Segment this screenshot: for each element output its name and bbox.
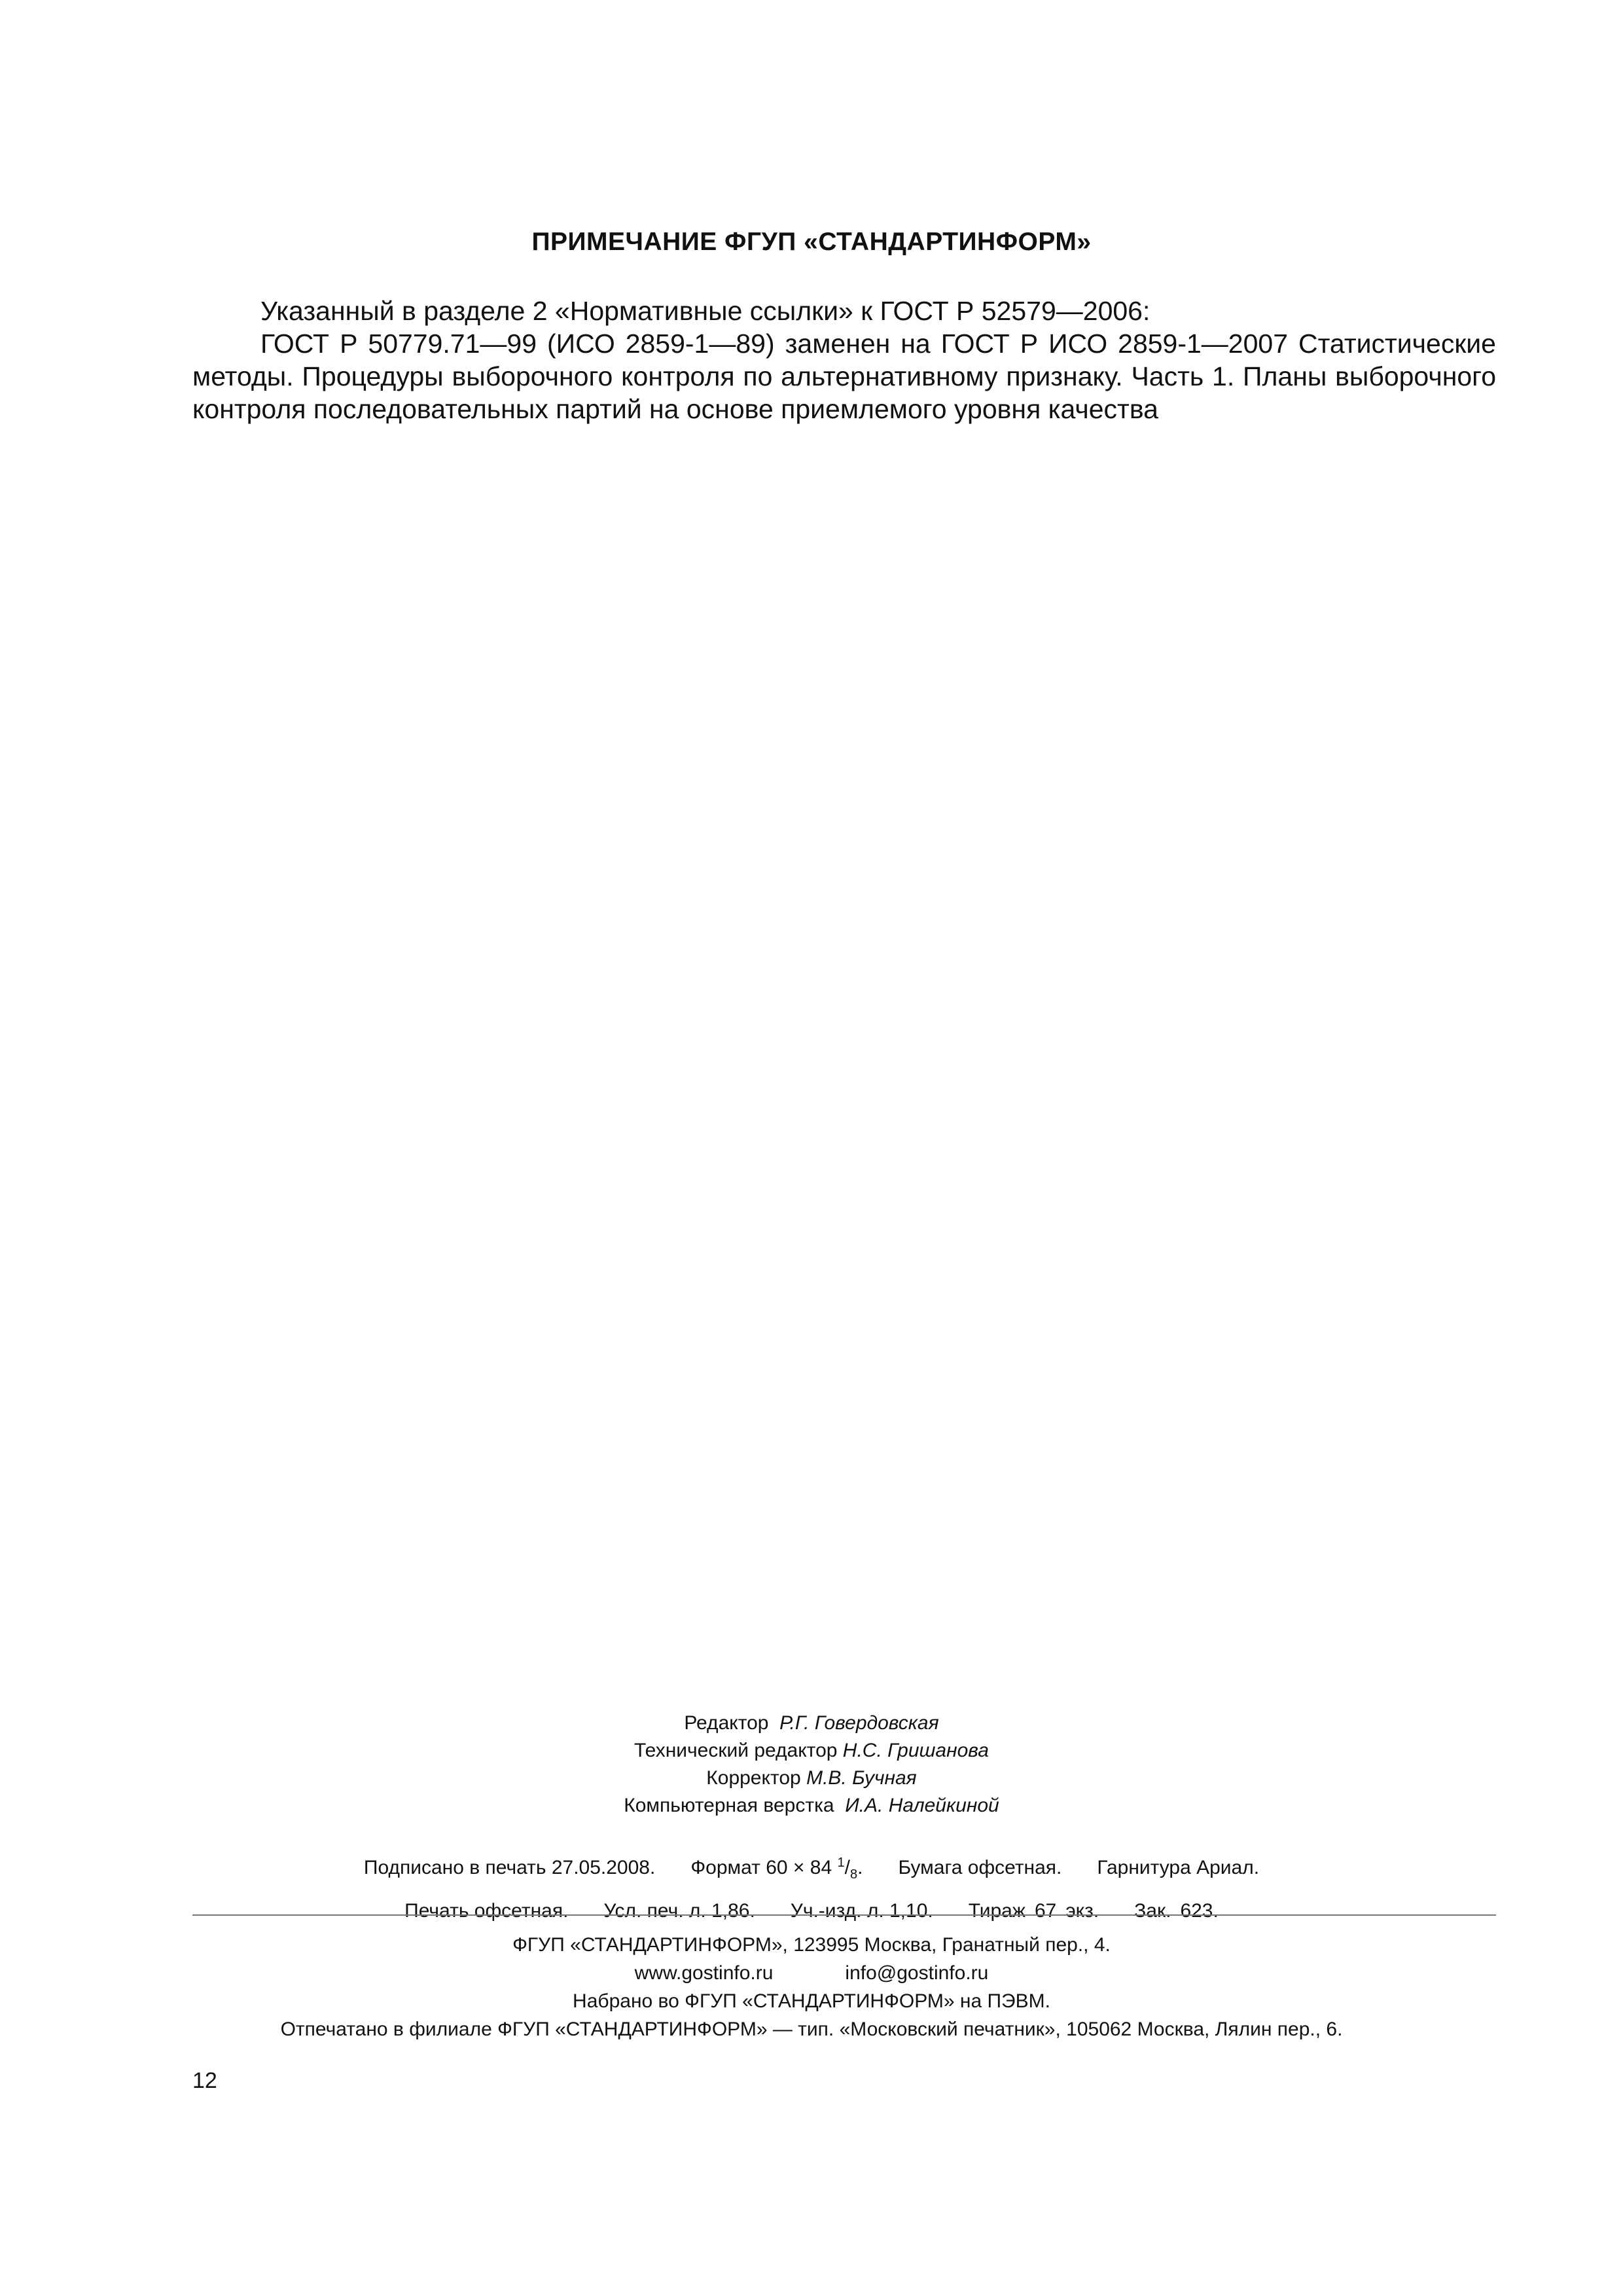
credit-tech-editor-name: Н.С. Гришанова [842, 1740, 989, 1761]
print-signed: Подписано в печать 27.05.2008. [363, 1857, 656, 1878]
credit-corrector-name: М.В. Бучная [806, 1767, 917, 1789]
publisher-address: ФГУП «СТАНДАРТИНФОРМ», 123995 Москва, Гранатный пер., 4. [512, 1934, 1111, 1956]
print-order-value: 623. [1180, 1900, 1219, 1922]
print-info-row-1 [0, 1844, 1623, 1893]
print-format-numerator: 1 [837, 1856, 845, 1870]
credit-corrector-label: Корректор [706, 1767, 801, 1789]
note-body [192, 295, 1496, 425]
credit-layout-label: Компьютерная верстка [624, 1795, 834, 1816]
note-paragraph-1: Указанный в разделе 2 «Нормативные ссылки» к ГОСТ Р 52579—2006: [260, 296, 1150, 326]
publisher-email[interactable]: info@gostinfo.ru [845, 1962, 989, 1984]
print-edition-sheets: Уч.-изд. л. 1,10. [790, 1900, 933, 1922]
credit-corrector [0, 1765, 1623, 1792]
divider-line [192, 1914, 1496, 1916]
publisher-printed: Отпечатано в филиале ФГУП «СТАНДАРТИНФОРМ» — тип. «Московский печатник», 105062 Москва, Лялин пер., 6. [280, 2018, 1343, 2040]
publisher-block [0, 1931, 1623, 2043]
print-run-unit: экз. [1065, 1900, 1099, 1922]
credit-layout [0, 1792, 1623, 1820]
credit-layout-name: И.А. Налейкиной [845, 1795, 999, 1816]
publisher-website[interactable]: www.gostinfo.ru [634, 1962, 774, 1984]
page-number: 12 [192, 2068, 217, 2093]
print-sheets: Усл. печ. л. 1,86. [603, 1900, 755, 1922]
credit-tech-editor [0, 1737, 1623, 1765]
print-format-label: Формат 60 × 84 [690, 1857, 832, 1878]
print-run-label: Тираж [968, 1900, 1026, 1922]
credit-editor-label: Редактор [684, 1712, 769, 1734]
print-paper: Бумага офсетная. [898, 1857, 1062, 1878]
credit-tech-editor-label: Технический редактор [634, 1740, 838, 1761]
print-format [690, 1856, 863, 1882]
print-printing: Печать офсетная. [404, 1900, 569, 1922]
print-format-end: . [857, 1857, 863, 1878]
print-typeface: Гарнитура Ариал. [1097, 1857, 1260, 1878]
print-run-value: 67 [1034, 1900, 1057, 1922]
credit-editor [0, 1710, 1623, 1737]
credits-block [0, 1710, 1623, 1820]
print-format-denominator: 8 [849, 1867, 858, 1882]
publisher-typeset: Набрано во ФГУП «СТАНДАРТИНФОРМ» на ПЭВМ. [573, 1990, 1050, 2012]
note-title: ПРИМЕЧАНИЕ ФГУП «СТАНДАРТИНФОРМ» [531, 228, 1092, 256]
note-paragraph-2: ГОСТ Р 50779.71—99 (ИСО 2859-1—89) заменен на ГОСТ Р ИСО 2859-1—2007 Статистические методы. Процедуры выборочного контроля по альтернативному признаку. Часть 1. Планы выборочного контроля последовательных партий на основе приемлемого уровня качества [192, 329, 1496, 424]
credit-editor-name: Р.Г. Говердовская [779, 1712, 939, 1734]
print-order-label: Зак. [1134, 1900, 1171, 1922]
print-info-block [0, 1844, 1623, 1929]
print-format-fraction: $^1/_8$ [837, 1856, 858, 1882]
publisher-contacts [0, 1959, 1623, 1987]
print-info-row-2 [0, 1893, 1623, 1929]
